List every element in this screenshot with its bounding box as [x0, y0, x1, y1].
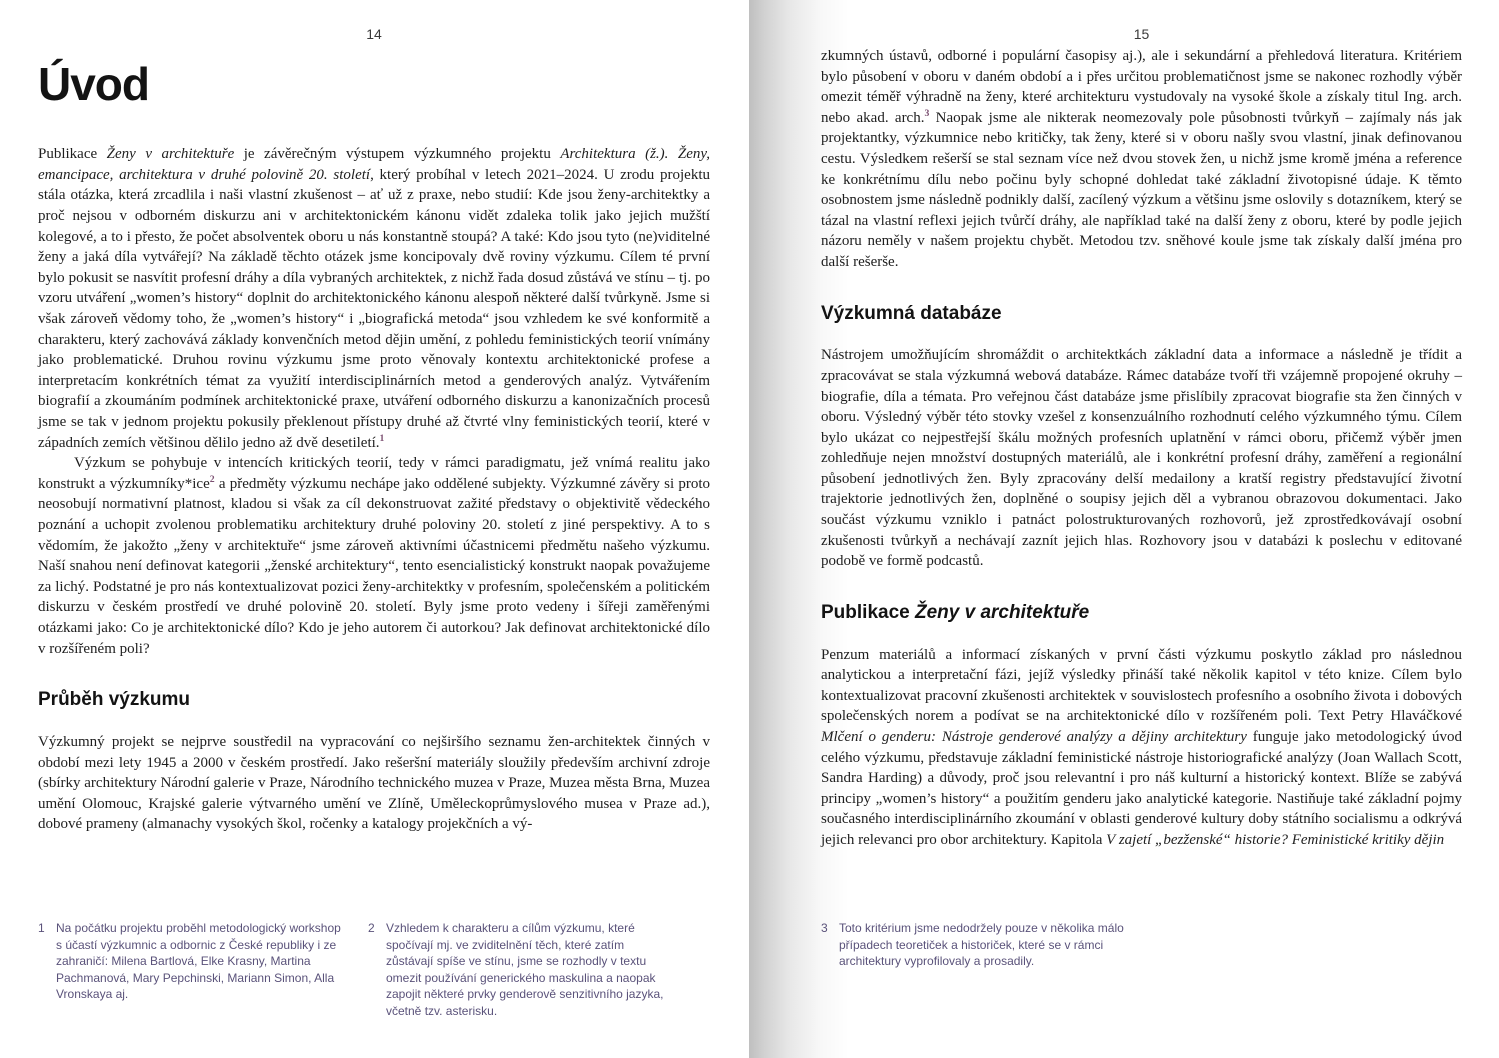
page-number-left: 14	[366, 26, 382, 42]
text-run: je závěrečným výstupem výzkumného projektu	[234, 146, 561, 163]
footnote-text: Vzhledem k charakteru a cílům výzkumu, které spočívají mj. ve zviditelnění těch, které zatím zůstávají spíše ve stínu, jsme se rozhodly v textu omezit používání generického maskulina a naopak zapojit některé prvky genderově senzitivního jazyka, včetně tzv. asterisku.	[386, 921, 664, 1018]
footnote-reference-marker: 1	[379, 432, 385, 444]
footnote-number: 3	[821, 921, 828, 935]
left-page	[0, 0, 749, 1058]
section-heading-publikace	[821, 602, 1462, 625]
text-run: Výzkum se pohybuje v intencích kritických teorií, tedy v rámci paradigmatu, jež vnímá realitu jako konstrukt a výzkumníky*ice	[38, 455, 710, 492]
text-run: Publikace	[821, 601, 915, 623]
footnotes-right	[821, 920, 1125, 970]
footnote-3	[821, 920, 1125, 970]
chapter-title: Úvod	[38, 58, 149, 110]
right-page	[749, 0, 1499, 1058]
section-heading-vyzkumna-databaze: Výzkumná databáze	[821, 302, 1002, 324]
text-run: funguje jako metodologický úvod celého výzkumu, představuje základní feministické nástroje historiografické analýzy (Joan Wallach Scott, Sandra Harding) a důvody, proč jsou relevantní i pro náš kulturní a historický kontext. Blíže se zabývá principy „women’s history“ a použitím genderu jako analytické kategorie. Nastiňuje také základní pojmy současného interdisciplinárního zkoumání v oblasti genderové kultury doby státního socialismu a odkrývá jejich relevanci pro obor architektury. Kapitola	[821, 729, 1462, 848]
footnote-reference-marker: 3	[924, 107, 930, 119]
footnote-number: 1	[38, 921, 45, 935]
text-run: a předměty výzkumu nechápe jako oddělené subjekty. Výzkumné závěry si proto neosobují normativní platnost, kladou si však za cíl dekonstruovat zažité představy o objektivitě vědeckého poznání a uchopit zvolenou problematiku architektury druhé poloviny 20. století z jiné perspektivy. A to s vědomím, že jakožto „ženy v architektuře“ jsme zároveň aktivními účastnicemi předmětu našeho výzkumu. Naší snahou není definovat kategorii „ženské architektury“, tento esencialistický konstrukt naopak považujeme za lichý. Podstatné je pro nás kontextualizovat pozici ženy-architektky v profesním, společenském a politickém diskurzu v českém prostředí ve druhé polovině 20. století. Byly jsme proto vedeny i šířeji zaměřenými otázkami jako: Co je architektonické dílo? Kdo je jeho autorem či autorkou? Jak definovat architektonické dílo v rozšířeném poli?	[38, 475, 710, 657]
footnote-number: 2	[368, 921, 375, 935]
text-run: Nástrojem umožňujícím shromáždit o architektkách základní data a informace a následně je třídit a zpracovávat se stala výzkumná webová databáze. Rámec databáze tvoří tři vzájemně propojené okruhy – biografie, díla a témata. Pro veřejnou část databáze jsme přislíbily zpracovat biografie sta žen činných v oboru. Výsledný výběr této stovky vzešel z konsenzuálního rozhodnutí celého výzkumného týmu. Cílem bylo ukázat co nejpestřejší škálu možných profesních uplatnění v rámci oboru, přičemž výběr jmen zohledňuje nejen množství dostupných materiálů, ale i konkrétní profesní dráhy, zaměření a regionální působení jednotlivých žen. Byly zpracovány delší medailony a kratší registry představující životní trajektorie jednotlivých žen, doplněné o soupisy jejich děl a vybranou obrazovou dokumentaci. Jako součást výzkumu vzniklo i patnáct polostrukturovaných rozhovorů, jež zprostředkovávají osobní zkušenosti tvůrkyň a nechávají zaznít jejich hlas. Rozhovory jsou v databázi k poslechu v editované podobě ve formě podcastů.	[821, 347, 1462, 570]
intro-paragraph-2	[38, 453, 710, 659]
footnote-text: Na počátku projektu proběhl metodologický workshop s účastí výzkumnic a odbornic z České republiky i ze zahraničí: Milena Bartlová, Elke Krasny, Martina Pachmanová, Mary Pepchinski, Mariann Simon, Alla Vronskaya aj.	[56, 921, 341, 1001]
footnote-reference-marker: 2	[209, 473, 215, 485]
italic-title-text: V zajetí „bezženské“ historie? Feministické kritiky dějin	[1106, 832, 1445, 848]
footnotes-left	[38, 920, 672, 1019]
footnote-text: Toto kritérium jsme nedodržely pouze v několika málo případech teoretiček a historiček, které se v rámci architektury vyprofilovaly a prosadily.	[839, 921, 1124, 968]
text-run: Penzum materiálů a informací získaných v první části výzkumu poskytlo základ pro následnou analytickou a interpretační fázi, jejíž výsledky přináší také několik kapitol v této knize. Cílem bylo kontextualizovat pracovní zkušenosti architektek v souvislostech profesního a osobního života i dobových společenských norem a podívat se na architektonické dílo v rozšířeném poli. Text Petry Hlaváčkové	[821, 646, 1462, 725]
italic-title-text: Ženy v architektuře	[915, 601, 1090, 623]
section-heading-prubeh-vyzkumu: Průběh výzkumu	[38, 689, 191, 711]
page-number-right: 15	[1133, 26, 1150, 42]
paragraph-vyzkumna-databaze	[821, 345, 1462, 572]
italic-title-text: Architektura (ž.). Ženy, emancipace, architektura v druhé polovině 20. století	[38, 146, 710, 183]
text-run: Výzkumný projekt se nejprve soustředil na vypracování co nejširšího seznamu žen-architektek činných v období mezi lety 1945 a 2000 v českém prostředí. Jako rešeršní materiály sloužily především archivní zdroje (sbírky architektury Národní galerie v Praze, Národního technického muzea v Praze, Muzea města Brna, Muzea umění Olomouc, Krajské galerie výtvarného umění ve Zlíně, Uměleckoprůmyslového musea v Praze ad.), dobové prameny (almanachy vysokých škol, ročenky a katalogy projekčních a vý-	[38, 733, 710, 833]
text-run: Publikace	[38, 146, 107, 163]
footnote-1	[38, 920, 342, 1019]
intro-paragraph-1	[38, 144, 710, 453]
paragraph-prubeh-vyzkumu	[38, 732, 710, 835]
footnote-2	[368, 920, 672, 1019]
text-run: Naopak jsme ale nikterak neomezovaly pole působnosti tvůrkyň – zajímaly nás jak projektantky, výzkumnice nebo kritičky, tak ženy, které si v oboru našly svou vlastní, jinak definovanou cestu. Výsledkem rešerší se stal seznam více než dvou stovek žen, u nichž jsme kromě jména a reference ke konkrétnímu dílu nebo počinu byly schopné dohledat také základní životopisné údaje. K těmto osobnostem jsme následně podnikly další, zacílený výzkum a většinu jsme oslovily s dotazníkem, který se tázal na vlastní reflexi jejich tvůrčí dráhy, ale například také na další ženy z oboru, které by podle jejich názoru neměly v našem projektu chybět. Metodou tzv. sněhové koule jsme tak získaly další jména pro další rešerše.	[821, 109, 1462, 270]
italic-title-text: Ženy v architektuře	[106, 146, 235, 163]
text-run: , který probíhal v letech 2021–2024. U zrodu projektu stála otázka, která zrcadlila i naši vlastní zkušenost – ať už z praxe, nebo studií: Kde jsou ženy-architektky a proč nejsou v odborném diskurzu ani v architektonickém kánonu vidět zdaleka tolik jako jejich mužští kolegové, a to i přesto, že počet absolventek oboru u nás konstantně stoupá? A také: Kdo jsou tyto (ne)viditelné ženy a jaká díla vytvářejí? Na základě těchto otázek jsme koncipovaly dvě roviny výzkumu. Cílem té první bylo pokusit se nasvítit profesní dráhy a díla vybraných architektek, z nichž řada dosud zůstává ve stínu – tj. po vzoru utváření „women’s history“ doplnit do architektonického kánonu alespoň některé další tvůrkyně. Jsme si však zároveň vědomy toho, že „women’s history“ i „biografická metoda“ jsou vzhledem ke své konformitě a charakteru, který zachovává základy konvenčních metod dějin umění, z pohledu feministických teorií vnímány jako problematické. Druhou rovinu výzkumu jsme proto věnovaly kontextu architektonické profese a interpretacím konkrétních témat za využití interdisciplinárních metod a genderových analýz. Vytvářením biografií a zkoumáním podmínek architektonické praxe, utváření odborného diskurzu a kanonizačních procesů jsme se tak v jednom projektu pokusily překlenout přístupy druhé až čtvrté vlny feministických teorií, které v západních zemích většinou dělilo jedno až dvě desetiletí.	[38, 166, 710, 451]
continuation-paragraph	[821, 46, 1462, 273]
paragraph-publikace	[821, 645, 1462, 851]
text-run: zkumných ústavů, odborné i populární časopisy aj.), ale i sekundární a přehledová literatura. Kritériem bylo působení v oboru v daném období a i přes určitou problematičnost jsme se nakonec rozhodly výběr omezit téměř výhradně na ženy, které architekturu vystudovaly na vysoké škole a získaly titul Ing. arch. nebo akad. arch.	[821, 48, 1462, 126]
italic-title-text: Mlčení o genderu: Nástroje genderové analýzy a dějiny architektury	[821, 729, 1247, 746]
